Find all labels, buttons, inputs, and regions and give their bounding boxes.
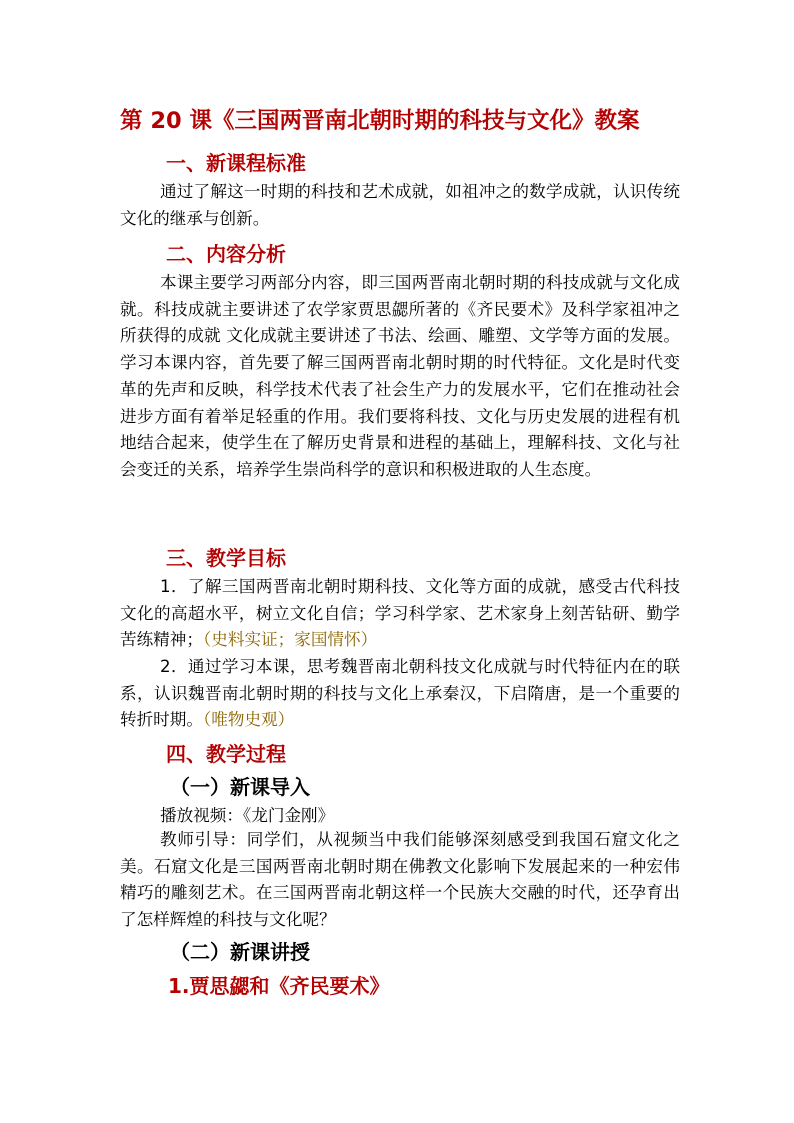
paragraph-goal-1 xyxy=(120,574,680,654)
paragraph-teacher-guidance: 教师引导：同学们，从视频当中我们能够深刻感受到我国石窟文化之美。石窟文化是三国两晋南北朝时期在佛教文化影响下发展起来的一种宏伟精巧的雕刻艺术。在三国两晋南北朝这样一个民族大交融的时代，还孕育出了怎样辉煌的科技与文化呢？ xyxy=(120,830,680,930)
video-line: 播放视频：《龙门金刚》 xyxy=(160,806,335,825)
subheading-lesson-intro: （一）新课导入 xyxy=(170,775,310,799)
paragraph-content-analysis: 本课主要学习两部分内容，即三国两晋南北朝时期的科技成就与文化成就。科技成就主要讲述了农学家贾思勰所著的《齐民要术》及科学家祖冲之所获得的成就 文化成就主要讲述了书法、绘画、雕塑、文学等方面的发展。学习本课内容，首先要了解三国两晋南北朝时期的时代特征。文化是时代变革的先声和反映，科学技术代表了社会生产力的发展水平，它们在推动社会进步方面有着举足轻重的作用。我们要将科技、文化与历史发展的进程有机地结合起来，使学生在了解历史背景和进程的基础上，理解科技、文化与社会变迁的关系，培养学生崇尚科学的意识和积极进取的人生态度。 xyxy=(120,273,680,479)
heading-teaching-goals: 三、教学目标 xyxy=(166,546,286,570)
goal-2-tag: （唯物史观） xyxy=(202,710,295,729)
goal-1-text: 1．了解三国两晋南北朝时期科技、文化等方面的成就，感受古代科技文化的高超水平，树立文化自信；学习科学家、艺术家身上刻苦钻研、勤学苦练精神； xyxy=(120,577,680,649)
heading-curriculum-standard: 一、新课程标准 xyxy=(166,151,306,175)
document-title: 第 20 课《三国两晋南北朝时期的科技与文化》教案 xyxy=(120,108,640,134)
paragraph-curriculum-standard: 通过了解这一时期的科技和艺术成就，如祖冲之的数学成就，认识传统文化的继承与创新。 xyxy=(120,182,680,228)
heading-teaching-process: 四、教学过程 xyxy=(166,742,286,766)
goal-2-text: 2．通过学习本课，思考魏晋南北朝科技文化成就与时代特征内在的联系，认识魏晋南北朝时期的科技与文化上承秦汉，下启隋唐，是一个重要的转折时期。 xyxy=(120,657,680,729)
goal-1-tag: （史料实证；家国情怀） xyxy=(202,630,378,649)
paragraph-goal-2 xyxy=(120,654,680,734)
heading-content-analysis: 二、内容分析 xyxy=(166,242,286,266)
subheading-new-lesson: （二）新课讲授 xyxy=(170,940,310,964)
subheading-jia-sixie: 1.贾思勰和《齐民要术》 xyxy=(168,974,390,998)
